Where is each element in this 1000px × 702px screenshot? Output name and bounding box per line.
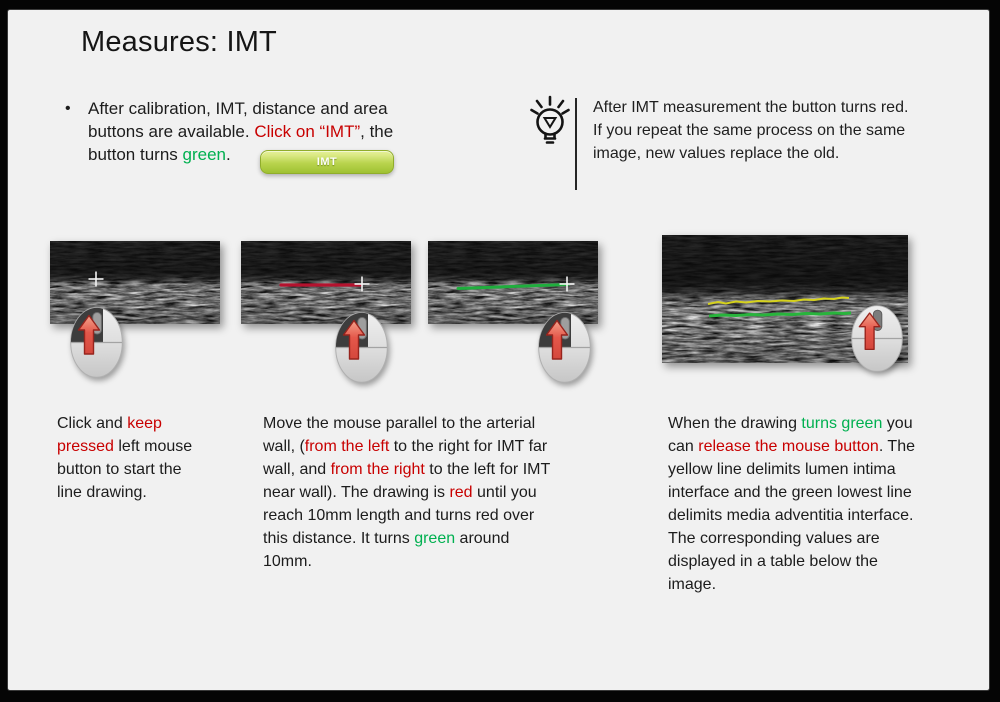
mouse-pressed-icon	[335, 312, 388, 383]
tip-text: After IMT measurement the button turns red. If you repeat the same process on the same image, new values replace the old.	[593, 99, 909, 162]
mouse-released-icon	[851, 305, 903, 372]
slide	[8, 10, 989, 690]
page-title: Measures: IMT	[81, 26, 277, 58]
lightbulb-icon	[526, 88, 574, 152]
caption-step1: Click and keep pressed left mouse button to start the line drawing.	[57, 415, 193, 501]
tip-divider	[575, 98, 577, 190]
mouse-pressed-icon	[538, 312, 591, 383]
imt-button	[260, 150, 394, 174]
bullet-text: After calibration, IMT, distance and area buttons are available. Click on “IMT”, the button turns green.	[88, 99, 394, 164]
caption-step2: Move the mouse parallel to the arterial wall, (from the left to the right for IMT far wall, and from the right to the left for IMT near wall). The drawing is red until you reach 10mm length and turns red over this distance. It turns green around 10mm.	[263, 415, 551, 570]
imt-button-label: IMT	[316, 156, 338, 168]
bullet-marker: •	[65, 100, 71, 117]
caption-step3: When the drawing turns green you can release the mouse button. The yellow line delimits lumen intima interface and the green lowest line delimits media adventitia interface. The corresponding values are displayed in a table below the image.	[668, 415, 915, 593]
mouse-pressed-icon	[70, 307, 123, 378]
